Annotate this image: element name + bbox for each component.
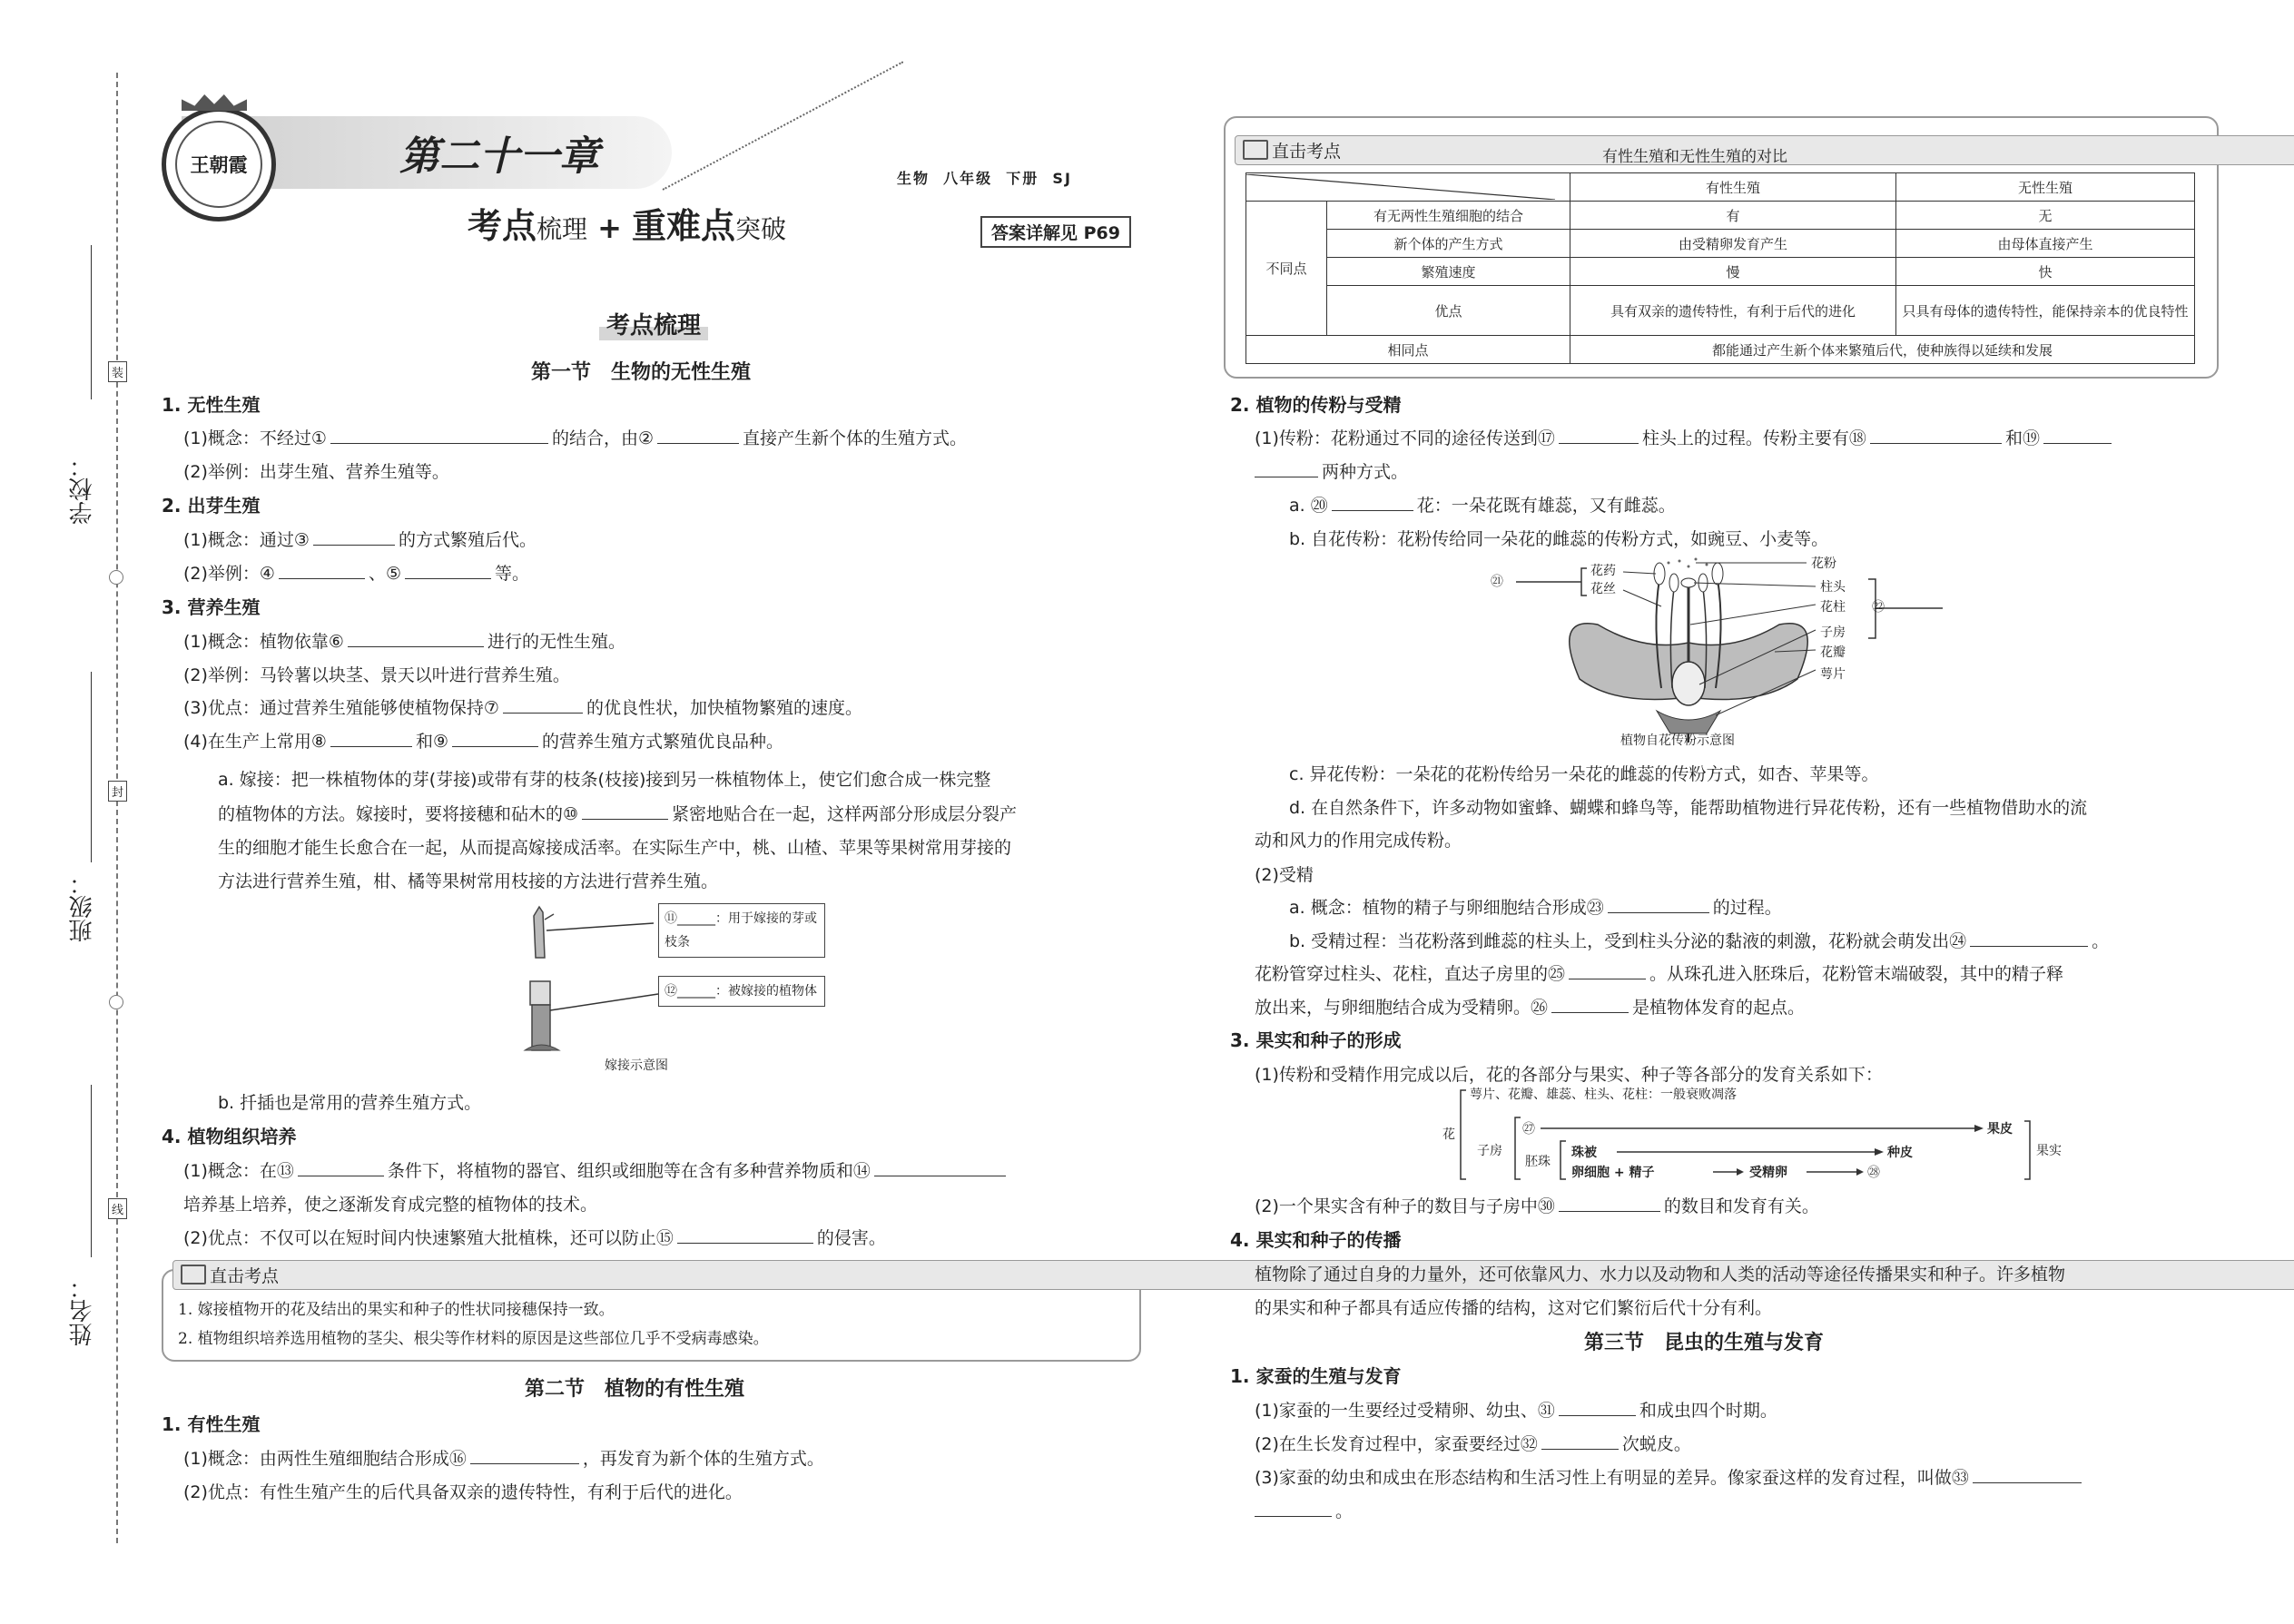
flower-illustration [1462,552,2024,743]
blank-5[interactable] [405,560,491,579]
label-21: ㉑ [1491,575,1503,589]
label-stigma: 柱头 [1820,580,1846,595]
para-grafting-4: 方法进行营养生殖，柑、橘等果树常用枝接的方法进行营养生殖。 [218,871,719,891]
line-pollination-two: 两种方式。 [1255,457,1408,487]
row-value-same: 都能通过产生新个体来繁殖后代，使种族得以延续和发展 [1570,336,2195,364]
key-points-tag-right: 直击考点 [1235,135,2294,165]
book-icon [181,1265,206,1284]
blank-32[interactable] [1541,1431,1619,1450]
line-asexual-concept: (1)概念：不经过① 的结合，由② 直接产生新个体的生殖方式。 [183,423,967,454]
label-anther: 花药 [1590,564,1616,578]
blank-4[interactable] [279,560,365,579]
dev-fruit: 果实 [2036,1144,2062,1158]
line-metamorphosis: (3)家蚕的幼虫和成虫在形态结构和生活习性上有明显的差异。像家蚕这样的发育过程，叫做㉝ [1255,1462,2085,1493]
blank-25[interactable] [1569,960,1646,979]
rootstock-label: ⑫______：被嫁接的植物体 [658,976,825,1007]
blank-33b[interactable] [1255,1498,1332,1517]
line-animal-pollination-1: d. 在自然条件下，许多动物如蜜蜂、蝴蝶和蜂鸟等，能帮助植物进行异花传粉，还有一些植物借助水的流 [1289,798,2088,818]
header-dotted-divider [663,61,904,191]
row-value-sexual: 由受精卵发育产生 [1570,230,1896,258]
line-animal-pollination-2: 动和风力的作用完成传粉。 [1255,831,1462,851]
crown-icon [182,94,247,111]
line-budding-example: (2)举例：④ 、⑤ 等。 [183,558,529,589]
binding-dashed-line [116,73,118,1543]
label-sepal: 萼片 [1820,667,1846,682]
heading-tissue-culture: 4. 植物组织培养 [162,1126,297,1147]
row-key: 优点 [1327,286,1570,336]
row-key-same: 相同点 [1246,336,1570,364]
dev-ovule: 胚珠 [1525,1155,1551,1169]
chapter-title: 第二十一章 [399,133,599,180]
line-tc-advantage: (2)优点：不仅可以在短时间内快速繁殖大批植株，还可以防止⑮ 的侵害。 [183,1223,886,1254]
class-label: 班级： [69,871,96,942]
dev-flower: 花 [1442,1127,1455,1142]
grafting-caption: 嫁接示意图 [605,1058,668,1073]
grade-meta: 生物 八年级 下册 SJ [897,170,1072,187]
row-value-sexual: 具有双亲的遗传特性，有利于后代的进化 [1570,286,1896,336]
line-tc-medium: 培养基上培养，使之逐渐发育成完整的植物体的技术。 [183,1195,598,1215]
blank-23[interactable] [1608,894,1709,913]
blank-19b[interactable] [1255,458,1318,477]
scion-label: ⑪______：用于嫁接的芽或枝条 [658,903,825,958]
label-pollen: 花粉 [1811,556,1836,571]
answer-ref-box: 答案详解见 P69 [980,216,1131,248]
line-budding-concept: (1)概念：通过③ 的方式繁殖后代。 [183,525,537,556]
blank-19[interactable] [2043,425,2112,444]
margin-line-name [91,1085,92,1257]
line-fertilization-process-3: 放出来，与卵细胞结合成为受精卵。㉖ 是植物体发育的起点。 [1255,992,1805,1023]
line-sexual-advantage: (2)优点：有性生殖产生的后代具备双亲的遗传特性，有利于后代的进化。 [183,1482,743,1502]
row-value-sexual: 有 [1570,202,1896,230]
row-key: 有无两性生殖细胞的结合 [1327,202,1570,230]
line-cross-pollination: c. 异花传粉：一朵花的花粉传给另一朵花的雌蕊的传粉方式，如杏、苹果等。 [1289,764,1879,784]
blank-15[interactable] [677,1225,813,1244]
blank-20[interactable] [1332,492,1413,511]
blank-9[interactable] [452,728,538,747]
blank-33[interactable] [1973,1464,2082,1483]
table-corner-cell [1246,173,1570,202]
blank-2[interactable] [657,425,739,444]
col-header-sexual: 有性生殖 [1570,173,1896,202]
row-key: 新个体的产生方式 [1327,230,1570,258]
margin-line-class [91,672,92,862]
line-tc-concept: (1)概念：在⑬ 条件下，将植物的器官、组织或细胞等在含有多种营养物质和⑭ [183,1156,1009,1186]
comparison-table [1245,172,2195,364]
comparison-table-title: 有性生殖和无性生殖的对比 [1602,148,1787,166]
dev-28: ㉘ [1867,1166,1880,1180]
logo-text: 王朝霞 [190,153,248,176]
blank-7[interactable] [503,694,583,714]
blank-18[interactable] [1870,425,2002,444]
blank-3[interactable] [313,527,395,546]
blank-17[interactable] [1559,425,1639,444]
para-grafting-1: a. 嫁接：把一株植物体的芽(芽接)或带有芽的枝条(枝接)接到另一株植物体上，使它们愈合成一株完整 [218,770,991,790]
section-3-title: 第三节 昆虫的生殖与发育 [1584,1332,1825,1354]
dev-pericarp: 果皮 [1987,1122,2013,1137]
dev-zygote: 受精卵 [1749,1166,1787,1180]
dev-seedcoat: 种皮 [1887,1146,1913,1160]
grafting-diagram [508,903,817,1076]
binding-hole-2 [109,995,123,1009]
row-value-asexual: 无 [1896,202,2195,230]
binding-mark-3: 线 [108,1198,127,1219]
dev-integument: 珠被 [1571,1146,1597,1160]
key-points-tag-left: 直击考点 [172,1260,2294,1290]
line-silkworm-stages: (1)家蚕的一生要经过受精卵、幼虫、㉛ 和成虫四个时期。 [1255,1395,1777,1426]
row-value-asexual: 快 [1896,258,2195,286]
para-grafting-3: 生的细胞才能生长愈合在一起，从而提高嫁接成活率。在实际生产中，桃、山楂、苹果等果树常用芽接的 [218,838,1012,858]
blank-26[interactable] [1551,994,1629,1013]
blank-13[interactable] [298,1157,384,1176]
development-diagram [1439,1085,2092,1185]
row-key: 繁殖速度 [1327,258,1570,286]
flower-diagram [1462,552,2024,743]
group-cell-differences: 不同点 [1246,202,1327,336]
heading-pollination: 2. 植物的传粉与受精 [1230,394,1402,416]
blank-31[interactable] [1559,1397,1636,1416]
header-subtitle: 考点梳理 + 重难点突破 [468,205,787,246]
blank-10[interactable] [582,801,668,820]
heading-dispersal: 4. 果实和种子的传播 [1230,1229,1402,1251]
line-sexual-concept: (1)概念：由两性生殖细胞结合形成⑯ ，再发育为新个体的生殖方式。 [183,1443,824,1474]
section-banner: 考点梳理 [599,307,708,340]
key-point-2: 2. 植物组织培养选用植物的茎尖、根尖等作材料的原因是这些部位几乎不受病毒感染。 [178,1330,769,1348]
section-2-title: 第二节 植物的有性生殖 [525,1378,745,1401]
section-1-title: 第一节 生物的无性生殖 [531,361,752,384]
label-ovary: 子房 [1820,625,1846,640]
label-petal: 花瓣 [1820,645,1846,660]
line-dispersal-2: 的果实和种子都具有适应传播的结构，这对它们繁衍后代十分有利。 [1255,1298,1773,1318]
row-value-asexual: 只具有母体的遗传特性，能保持亲本的优良特性 [1896,286,2195,336]
binding-hole-1 [109,570,123,585]
col-header-asexual: 无性生殖 [1896,173,2195,202]
blank-8[interactable] [330,728,412,747]
margin-line-school [91,245,92,399]
name-label: 姓名： [69,1275,96,1346]
line-veg-advantage: (3)优点：通过营养生殖能够使植物保持⑦ 的优良性状，加快植物繁殖的速度。 [183,693,862,723]
heading-sexual: 1. 有性生殖 [162,1413,261,1435]
line-bisexual-flower: a. ⑳ 花：一朵花既有雄蕊，又有雌蕊。 [1289,490,1676,521]
flower-caption: 植物自花传粉示意图 [1620,733,1735,748]
key-point-1: 1. 嫁接植物开的花及结出的果实和种子的性状同接穗保持一致。 [178,1301,615,1319]
line-self-pollination: b. 自花传粉：花粉传给同一朵花的雌蕊的传粉方式，如豌豆、小麦等。 [1289,529,1829,549]
line-fertilization-head: (2)受精 [1255,865,1314,885]
blank-16[interactable] [470,1445,579,1464]
line-pollination-def: (1)传粉：花粉通过不同的途径传送到⑰ 柱头上的过程。传粉主要有⑱ 和⑲ [1255,423,2115,454]
binding-mark-2: 封 [108,781,127,802]
dev-wither: 萼片、花瓣、雄蕊、柱头、花柱：一般衰败凋落 [1470,1088,1737,1102]
line-fertilization-concept: a. 概念：植物的精子与卵细胞结合形成㉓ 的过程。 [1289,892,1782,923]
dev-27: ㉗ [1522,1122,1535,1137]
heading-silkworm: 1. 家蚕的生殖与发育 [1230,1365,1402,1387]
line-veg-example: (2)举例：马铃薯以块茎、景天以叶进行营养生殖。 [183,665,570,685]
row-value-asexual: 由母体直接产生 [1896,230,2195,258]
blank-6[interactable] [348,628,484,647]
line-development: (1)传粉和受精作用完成以后，花的各部分与果实、种子等各部分的发育关系如下： [1255,1065,1883,1085]
line-veg-concept: (1)概念：植物依靠⑥ 进行的无性生殖。 [183,626,625,657]
blank-14[interactable] [874,1157,1006,1176]
line-fertilization-process-1: b. 受精过程：当花粉落到雌蕊的柱头上，受到柱头分泌的黏液的刺激，花粉就会萌发出㉔ 。 [1289,926,2109,957]
line-asexual-example: (2)举例：出芽生殖、营养生殖等。 [183,462,449,482]
blank-1[interactable] [330,425,548,444]
heading-asexual: 1. 无性生殖 [162,394,261,416]
para-grafting-2: 的植物体的方法。嫁接时，要将接穗和砧木的⑩ 紧密地贴合在一起，这样两部分形成层分裂产 [218,799,1017,830]
label-style: 花柱 [1820,600,1846,615]
line-seed-count: (2)一个果实含有种子的数目与子房中㉚ 的数目和发育有关。 [1255,1191,1819,1222]
dev-egg-sperm: 卵细胞 + 精子 [1571,1166,1655,1180]
line-fertilization-process-2: 花粉管穿过柱头、花柱，直达子房里的㉕ 。从珠孔进入胚珠后，花粉管末端破裂，其中的精子释 [1255,959,2063,989]
brand-logo-seal [162,107,276,221]
blank-30[interactable] [1559,1193,1660,1212]
dev-ovary: 子房 [1477,1144,1502,1158]
heading-budding: 2. 出芽生殖 [162,495,261,517]
line-metamorphosis-end: 。 [1255,1496,1353,1527]
heading-fruit-seed: 3. 果实和种子的形成 [1230,1029,1402,1051]
heading-vegetative: 3. 营养生殖 [162,596,261,618]
line-dispersal-1: 植物除了通过自身的力量外，还可依靠风力、水力以及动物和人类的活动等途径传播果实和种子。许多植物 [1255,1265,2066,1284]
school-label: 学校： [69,454,96,525]
line-cutting: b. 扦插也是常用的营养生殖方式。 [218,1093,482,1113]
blank-24[interactable] [1970,928,2088,947]
line-veg-production: (4)在生产上常用⑧ 和⑨ 的营养生殖方式繁殖优良品种。 [183,726,783,757]
binding-mark-1: 装 [108,361,127,382]
label-filament: 花丝 [1590,582,1616,596]
book-icon [1243,140,1268,160]
line-silkworm-molts: (2)在生长发育过程中，家蚕要经过㉜ 次蜕皮。 [1255,1429,1691,1460]
row-value-sexual: 慢 [1570,258,1896,286]
label-22: ㉒ [1872,600,1885,615]
